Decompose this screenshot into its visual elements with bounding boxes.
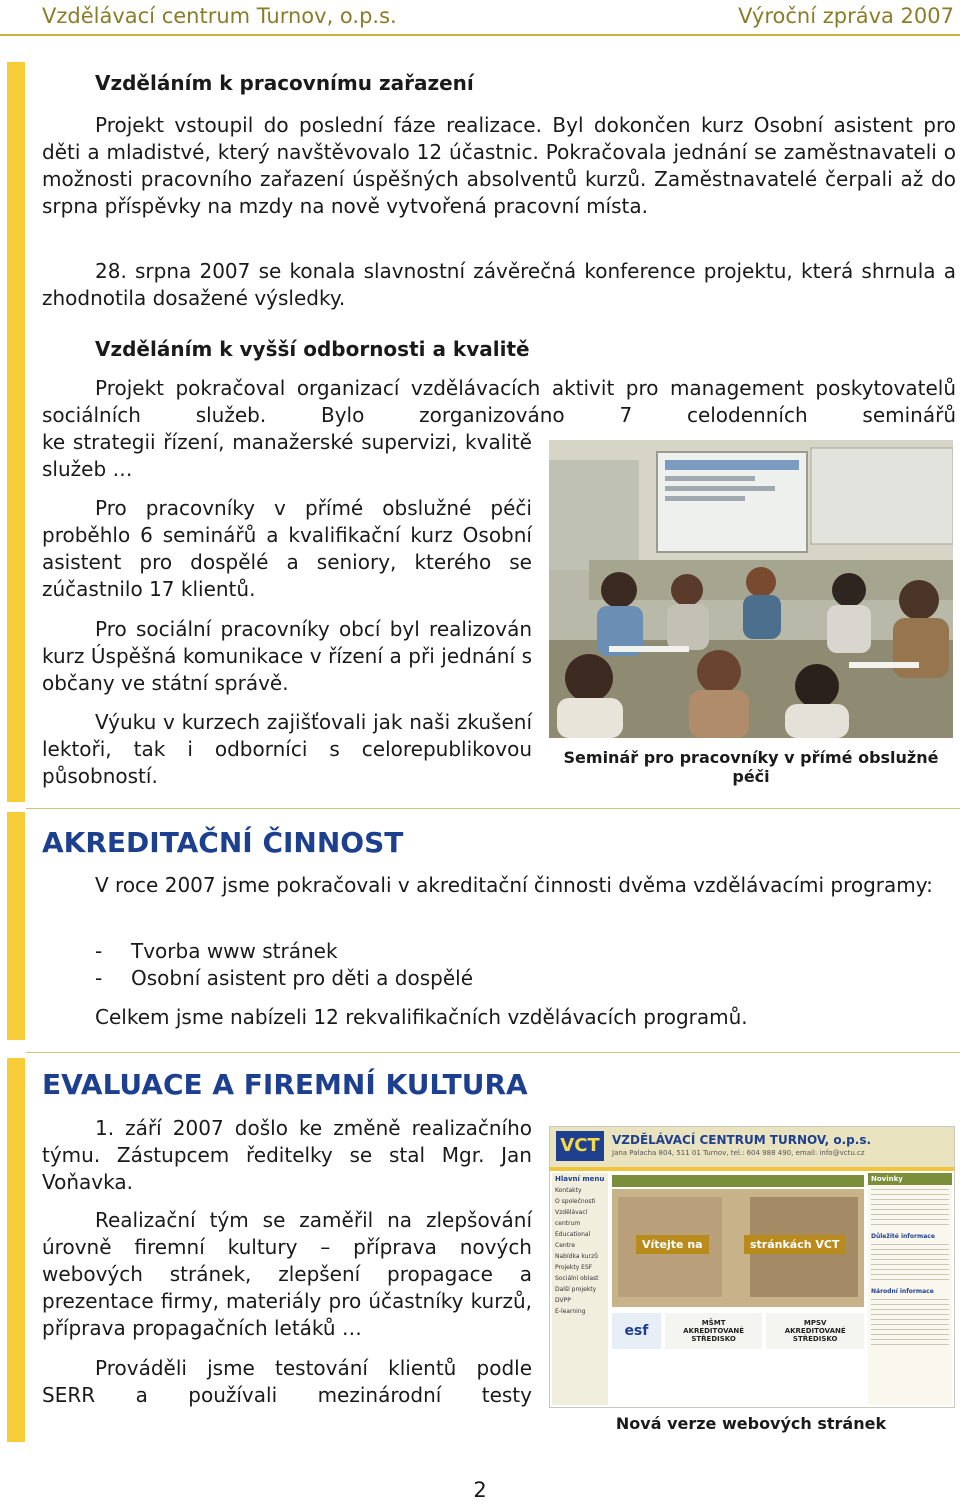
website-logos [612, 1313, 864, 1349]
website-banner [550, 1127, 954, 1167]
margin-bar-1 [7, 62, 25, 802]
paragraph-quality-1a: Projekt pokračoval organizací vzdělávacích aktivit pro management poskytovatelů sociálních služeb. Bylo zorganizováno 7 celodenních seminářů [42, 376, 956, 427]
seminar-photo [549, 440, 953, 738]
paragraph-evaluation-3: Prováděli jsme testování klientů podle SERR a používali mezinárodní testy [42, 1356, 532, 1407]
subsection-title-employment: Vzděláním k pracovnímu zařazení [95, 71, 474, 95]
website-menu [552, 1173, 608, 1405]
section-rule-2 [26, 1052, 960, 1053]
paragraph-quality-3: Pro sociální pracovníky obcí byl realizován kurz Úspěšná komunikace v řízení a při jednání s občany ve státní správě. [42, 617, 532, 695]
website-welcome-right: stránkách VCT [744, 1235, 846, 1254]
website-news-title: Novinky [868, 1173, 952, 1185]
website-side-title-2: Národní informace [871, 1288, 934, 1295]
website-banner-title: VZDĚLÁVACÍ CENTRUM TURNOV, o.p.s. [612, 1133, 872, 1147]
website-menu-title: Hlavní menu [555, 1175, 605, 1183]
paragraph-accreditation-1: V roce 2007 jsme pokračovali v akreditační činnosti dvěma vzdělávacími programy: [95, 873, 933, 897]
website-menu-item[interactable]: Vzdělávací centrum [555, 1209, 588, 1227]
seminar-photo-caption: Seminář pro pracovníky v přímé obslužné péči [563, 748, 939, 786]
accredited-programs-list [95, 938, 895, 992]
paragraph-evaluation-2: Realizační tým se zaměřil na zlepšování úrovně firemní kultury – příprava nových webových stránek, zlepšení propagace a prezentace firmy, materiály pro účastníky kurzů, příprava propagačních letáků … [42, 1208, 532, 1340]
mpsv-logo: MPSV [803, 1319, 827, 1327]
website-menu-item[interactable]: Další projekty [555, 1286, 597, 1293]
website-logo: VCT [556, 1131, 604, 1161]
paragraph-evaluation-1: 1. září 2007 došlo ke změně realizačního týmu. Zástupcem ředitelky se stal Mgr. Jan Voňavka. [42, 1116, 532, 1194]
margin-bar-3 [7, 1058, 25, 1442]
subsection-title-quality: Vzděláním k vyšší odbornosti a kvalitě [95, 337, 530, 361]
header-rule [0, 34, 960, 36]
page-number: 2 [473, 1478, 487, 1502]
website-welcome-left: Vítejte na [636, 1235, 709, 1254]
msmt-logo: MŠMT [701, 1319, 726, 1327]
running-header-right: Výroční zpráva 2007 [738, 4, 954, 28]
margin-bar-2 [7, 812, 25, 1040]
paragraph-quality-2: Pro pracovníky v přímé obslužné péči proběhlo 6 seminářů a kvalifikační kurz Osobní asistent pro dospělé a seniory, kterého se zúčastnilo 17 klientů. [42, 496, 532, 601]
paragraph-employment-2: 28. srpna 2007 se konala slavnostní závěrečná konference projektu, která shrnula a zhodnotila dosažené výsledky. [42, 259, 956, 310]
esf-logo: esf [612, 1313, 661, 1349]
seminar-illustration [549, 440, 953, 738]
website-menu-item[interactable]: E-learning [555, 1308, 586, 1315]
paragraph-accreditation-2: Celkem jsme nabízeli 12 rekvalifikačních vzdělávacích programů. [95, 1005, 748, 1029]
section-rule-1 [26, 808, 960, 809]
akred-label: AKREDITOVANÉ STŘEDISKO [683, 1327, 745, 1343]
website-banner-address: Jana Palacha 804, 511 01 Turnov, tel.: 604 988 490, email: info@vctu.cz [612, 1149, 865, 1157]
paragraph-quality-4: Výuku v kurzech zajišťovali jak naši zkušení lektoři, tak i odborníci s celorepublikovou působností. [42, 710, 532, 788]
website-screenshot [549, 1126, 955, 1408]
running-header-left: Vzdělávací centrum Turnov, o.p.s. [42, 4, 397, 28]
paragraph-quality-1b: ke strategii řízení, manažerské supervizi, kvalitě služeb … [42, 430, 532, 481]
list-item: - Osobní asistent pro děti a dospělé [95, 965, 895, 992]
section-title-accreditation: AKREDITAČNÍ ČINNOST [42, 826, 404, 859]
website-menu-item[interactable]: Educational Centre [555, 1231, 591, 1249]
website-menu-item[interactable]: DVPP [555, 1297, 571, 1304]
website-side-title: Důležité informace [871, 1233, 935, 1240]
website-news [868, 1173, 952, 1405]
website-screenshot-caption: Nová verze webových stránek [615, 1414, 887, 1433]
website-menu-item[interactable]: O společnosti [555, 1198, 596, 1205]
website-menu-item[interactable]: Nabídka kurzů [555, 1253, 598, 1260]
akred-label-2: AKREDITOVANÉ STŘEDISKO [784, 1327, 846, 1343]
section-title-evaluation: EVALUACE A FIREMNÍ KULTURA [42, 1068, 528, 1101]
website-hero [612, 1189, 864, 1307]
paragraph-employment-1: Projekt vstoupil do poslední fáze realizace. Byl dokončen kurz Osobní asistent pro děti a mladistvé, který navštěvovalo 12 účastnic. Pokračovala jednání se zaměstnavateli o možnosti pracovního zařazení úspěšných absolventů kurzů. Zaměstnavatelé čerpali až do srpna příspěvky na mzdy na nově vytvořená pracovní místa. [42, 113, 956, 218]
list-item: - Tvorba www stránek [95, 938, 895, 965]
website-menu-item[interactable]: Sociální oblast [555, 1275, 599, 1282]
website-menu-item[interactable]: Projekty ESF [555, 1264, 593, 1271]
website-menu-item[interactable]: Kontakty [555, 1187, 582, 1194]
